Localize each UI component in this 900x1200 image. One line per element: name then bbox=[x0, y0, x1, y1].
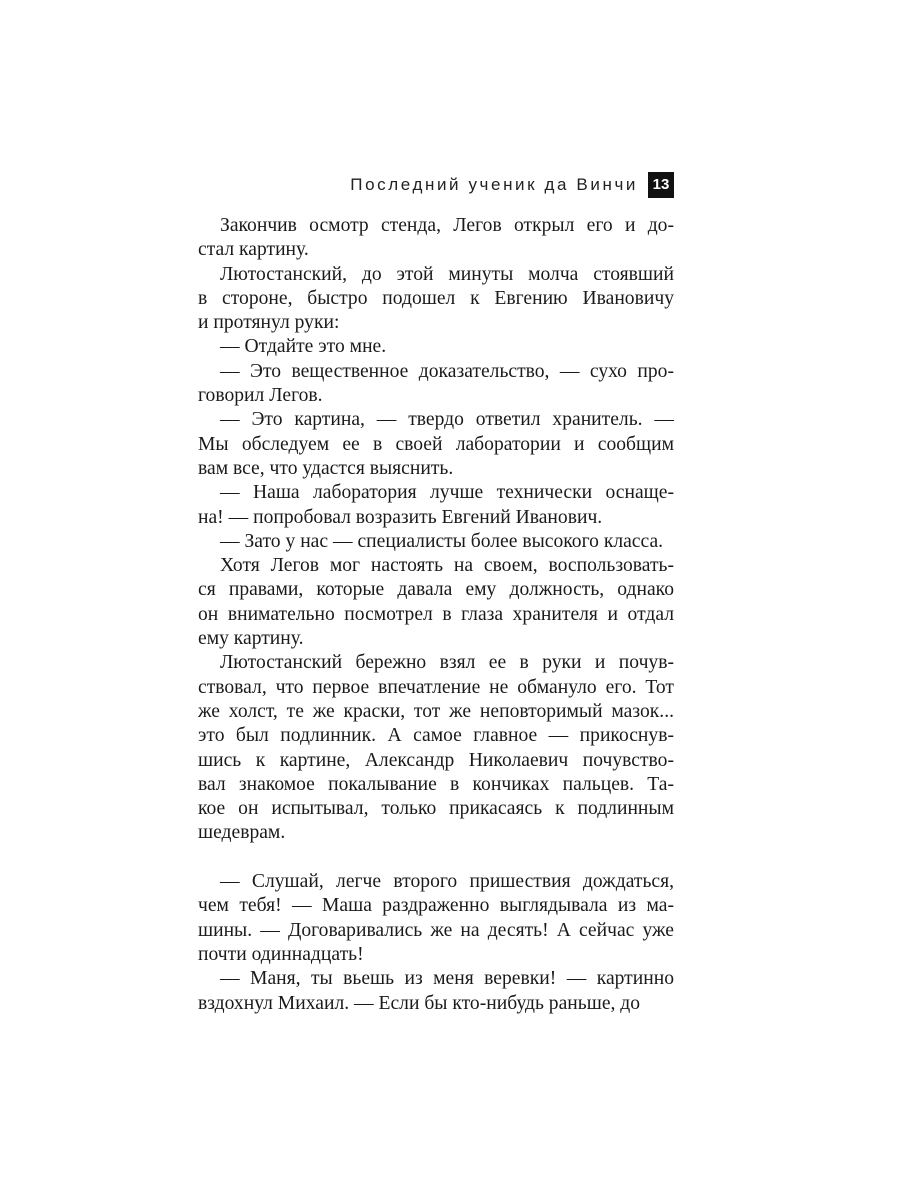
text-line: это был подлинник. А самое главное — прикоснув- bbox=[198, 725, 674, 747]
running-head-title: Последний ученик да Винчи bbox=[350, 175, 638, 194]
paragraph bbox=[198, 360, 674, 409]
text-line: — Слушай, легче второго пришествия дождаться, bbox=[220, 871, 674, 893]
text-line: Мы обследуем ее в своей лаборатории и сообщим bbox=[198, 433, 674, 455]
text-line: ему картину. bbox=[198, 628, 304, 650]
text-line: Лютостанский, до этой минуты молча стоявший bbox=[220, 263, 674, 285]
text-line: шины. — Договаривались же на десять! А сейчас уже bbox=[198, 919, 674, 941]
text-line: — Отдайте это мне. bbox=[220, 336, 387, 358]
paragraph bbox=[198, 530, 674, 554]
paragraph bbox=[198, 481, 674, 530]
text-line: вал знакомое покалывание в кончиках пальцев. Та- bbox=[198, 773, 674, 795]
body-text bbox=[198, 214, 674, 1016]
text-line: говорил Легов. bbox=[198, 385, 323, 407]
text-line: Лютостанский бережно взял ее в руки и почув- bbox=[220, 652, 674, 674]
text-line: шись к картине, Александр Николаевич почувство- bbox=[198, 749, 674, 771]
text-line: на! — попробовал возразить Евгений Иванович. bbox=[198, 506, 603, 528]
text-line: и протянул руки: bbox=[198, 312, 340, 334]
text-line: шедеврам. bbox=[198, 822, 286, 844]
text-line: чем тебя! — Маша раздраженно выглядывала из ма- bbox=[198, 895, 674, 917]
text-line: — Это вещественное доказательство, — сухо про- bbox=[220, 360, 674, 382]
text-line: ся правами, которые давала ему должность, однако bbox=[198, 579, 674, 601]
text-line: в стороне, быстро подошел к Евгению Ивановичу bbox=[198, 287, 674, 309]
text-line: Закончив осмотр стенда, Легов открыл его и до- bbox=[220, 215, 674, 236]
text-line: — Зато у нас — специалисты более высокого класса. bbox=[220, 530, 664, 552]
text-line: ствовал, что первое впечатление не обмануло его. Тот bbox=[198, 676, 674, 698]
section-break bbox=[198, 846, 674, 870]
running-head bbox=[350, 172, 674, 198]
text-line: Хотя Легов мог настоять на своем, воспользовать- bbox=[220, 555, 674, 577]
text-line: стал картину. bbox=[198, 239, 309, 261]
text-line: он внимательно посмотрел в глаза хранителя и отдал bbox=[198, 603, 674, 625]
paragraph bbox=[198, 651, 674, 845]
text-line: вздохнул Михаил. — Если бы кто-нибудь раньше, до bbox=[198, 992, 641, 1014]
paragraph bbox=[198, 263, 674, 336]
paragraph bbox=[198, 967, 674, 1016]
paragraph bbox=[198, 554, 674, 651]
paragraph bbox=[198, 335, 674, 359]
text-line: же холст, те же краски, тот же неповторимый мазок... bbox=[198, 700, 674, 722]
text-line: кое он испытывал, только прикасаясь к подлинным bbox=[198, 798, 674, 820]
paragraph bbox=[198, 408, 674, 481]
page-number-badge: 13 bbox=[648, 172, 674, 198]
text-line: — Это картина, — твердо ответил хранитель. — bbox=[220, 409, 674, 431]
text-line: — Маня, ты вьешь из меня веревки! — картинно bbox=[220, 968, 674, 990]
paragraph bbox=[198, 870, 674, 967]
text-line: — Наша лаборатория лучше технически оснаще- bbox=[220, 482, 674, 504]
paragraph bbox=[198, 214, 674, 263]
text-line: вам все, что удастся выяснить. bbox=[198, 457, 454, 479]
text-line: почти одиннадцать! bbox=[198, 943, 364, 965]
